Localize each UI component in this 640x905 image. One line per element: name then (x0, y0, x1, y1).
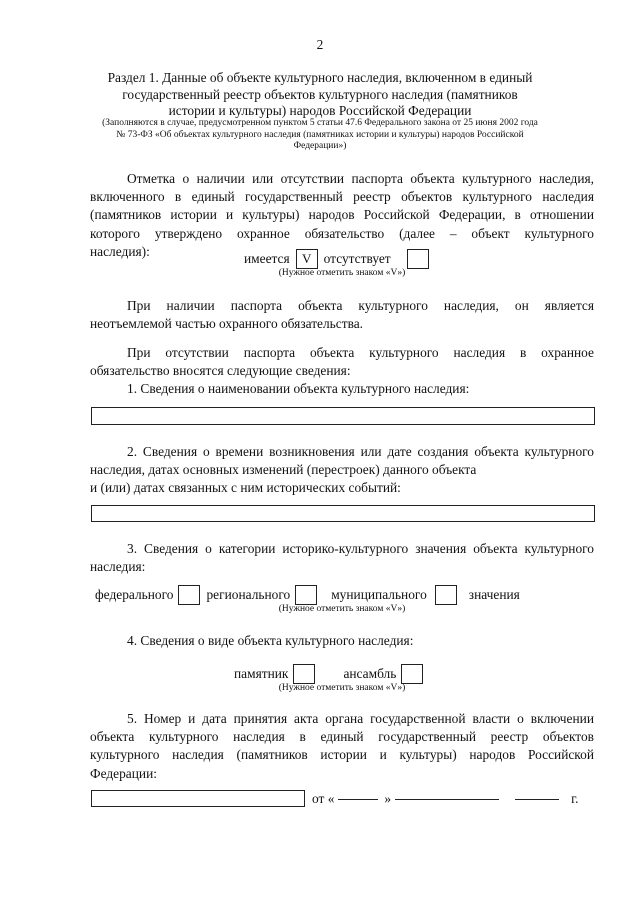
monument-label: памятник (234, 666, 289, 681)
paragraph-line: культурного наследия (памятников истории и культуры) народов Российской (90, 747, 594, 763)
date-from-label: от « (312, 790, 335, 806)
item5-paragraph (90, 710, 594, 783)
paragraph-line: обязательство вносятся следующие сведения: (90, 363, 351, 379)
federal-checkbox[interactable] (178, 585, 200, 605)
paragraph-line: (памятников истории и культуры) народов Российской Федерации, в отношении (90, 207, 594, 223)
paragraph-line: Отметка о наличии или отсутствии паспорта объекта культурного наследия, (127, 171, 594, 186)
regional-checkbox[interactable] (295, 585, 317, 605)
paragraph-line: наследия, датах основных изменений (перестроек) данного объекта (90, 462, 477, 478)
item2-dates-field[interactable] (91, 505, 595, 522)
passport-has-checkbox[interactable]: V (296, 249, 318, 269)
ensemble-label: ансамбль (343, 666, 397, 681)
passport-paragraph (90, 170, 594, 261)
day-field[interactable] (338, 798, 378, 800)
paragraph-line: При наличии паспорта объекта культурного наследия, он является (127, 298, 594, 313)
municipal-checkbox[interactable] (435, 585, 457, 605)
passport-has-label: имеется (244, 251, 290, 266)
paragraph-line: включенного в единый государственный реестр объектов культурного наследия (90, 189, 594, 205)
paragraph-line: которого утверждено охранное обязательство (далее – объект культурного (90, 225, 594, 241)
paragraph-line: наследия: (90, 559, 146, 575)
item1-label: 1. Сведения о наименовании объекта культурного наследия: (127, 381, 470, 396)
paragraph-line: объекта культурного наследия в единый государственный реестр объектов (90, 729, 594, 745)
passport-absent-label: отсутствует (323, 251, 391, 266)
item3-options (95, 585, 520, 605)
passport-absent-checkbox[interactable] (407, 249, 429, 269)
act-date-row (312, 790, 578, 807)
significance-suffix: значения (468, 587, 520, 602)
section-title-line: государственный реестр объектов культурного наследия (памятников (122, 86, 518, 102)
section-title (90, 70, 550, 120)
paragraph-line: и (или) датах связанных с ним исторических событий: (90, 480, 401, 496)
regional-label: регионального (206, 587, 291, 602)
paragraph-line: 3. Сведения о категории историко-культурного значения объекта культурного (127, 541, 594, 556)
date-close-quote: » (384, 790, 392, 806)
item1-name-field[interactable] (91, 407, 595, 425)
item4-label: 4. Сведения о виде объекта культурного наследия: (127, 633, 414, 648)
year-field[interactable] (515, 798, 559, 800)
paragraph-line: 2. Сведения о времени возникновения или дате создания объекта культурного (127, 444, 594, 459)
paragraph-line: Федерации: (90, 765, 157, 781)
section-title-line: Раздел 1. Данные об объекте культурного наследия, включенном в единый (107, 70, 533, 85)
item3-hint: (Нужное отметить знаком «V») (278, 604, 406, 614)
paragraph-line: наследия): (90, 243, 150, 259)
month-field[interactable] (395, 798, 499, 800)
section-note-line: (Заполняются в случае, предусмотренном пунктом 5 статьи 47.6 Федерального закона от 25 июня 2002 года (102, 118, 538, 128)
paragraph-line: неотъемлемой частью охранного обязательства. (90, 316, 364, 332)
item4-options (234, 664, 423, 684)
section-note-line: № 73-ФЗ «Об объектах культурного наследия (памятниках истории и культуры) народов Российской (116, 129, 524, 140)
ensemble-checkbox[interactable] (401, 664, 423, 684)
passport-hint: (Нужное отметить знаком «V») (278, 268, 406, 278)
section-title-line: истории и культуры) народов Российской Федерации (168, 103, 472, 118)
municipal-label: муниципального (331, 587, 427, 602)
paragraph-line: При отсутствии паспорта объекта культурного наследия в охранное (127, 345, 594, 360)
item3-paragraph (90, 540, 594, 576)
year-suffix: г. (571, 790, 579, 806)
section-note (60, 118, 580, 153)
page-number: 2 (316, 37, 324, 52)
passport-options (244, 249, 429, 269)
federal-label: федерального (95, 587, 174, 602)
monument-checkbox[interactable] (293, 664, 315, 684)
no-passport-paragraph (90, 344, 594, 380)
passport-part-paragraph (90, 297, 594, 333)
act-number-field[interactable] (91, 790, 305, 807)
paragraph-line: 5. Номер и дата принятия акта органа государственной власти о включении (127, 711, 594, 726)
section-note-line: Федерации») (293, 141, 347, 151)
item4-hint: (Нужное отметить знаком «V») (278, 683, 406, 693)
item2-paragraph (90, 443, 594, 498)
